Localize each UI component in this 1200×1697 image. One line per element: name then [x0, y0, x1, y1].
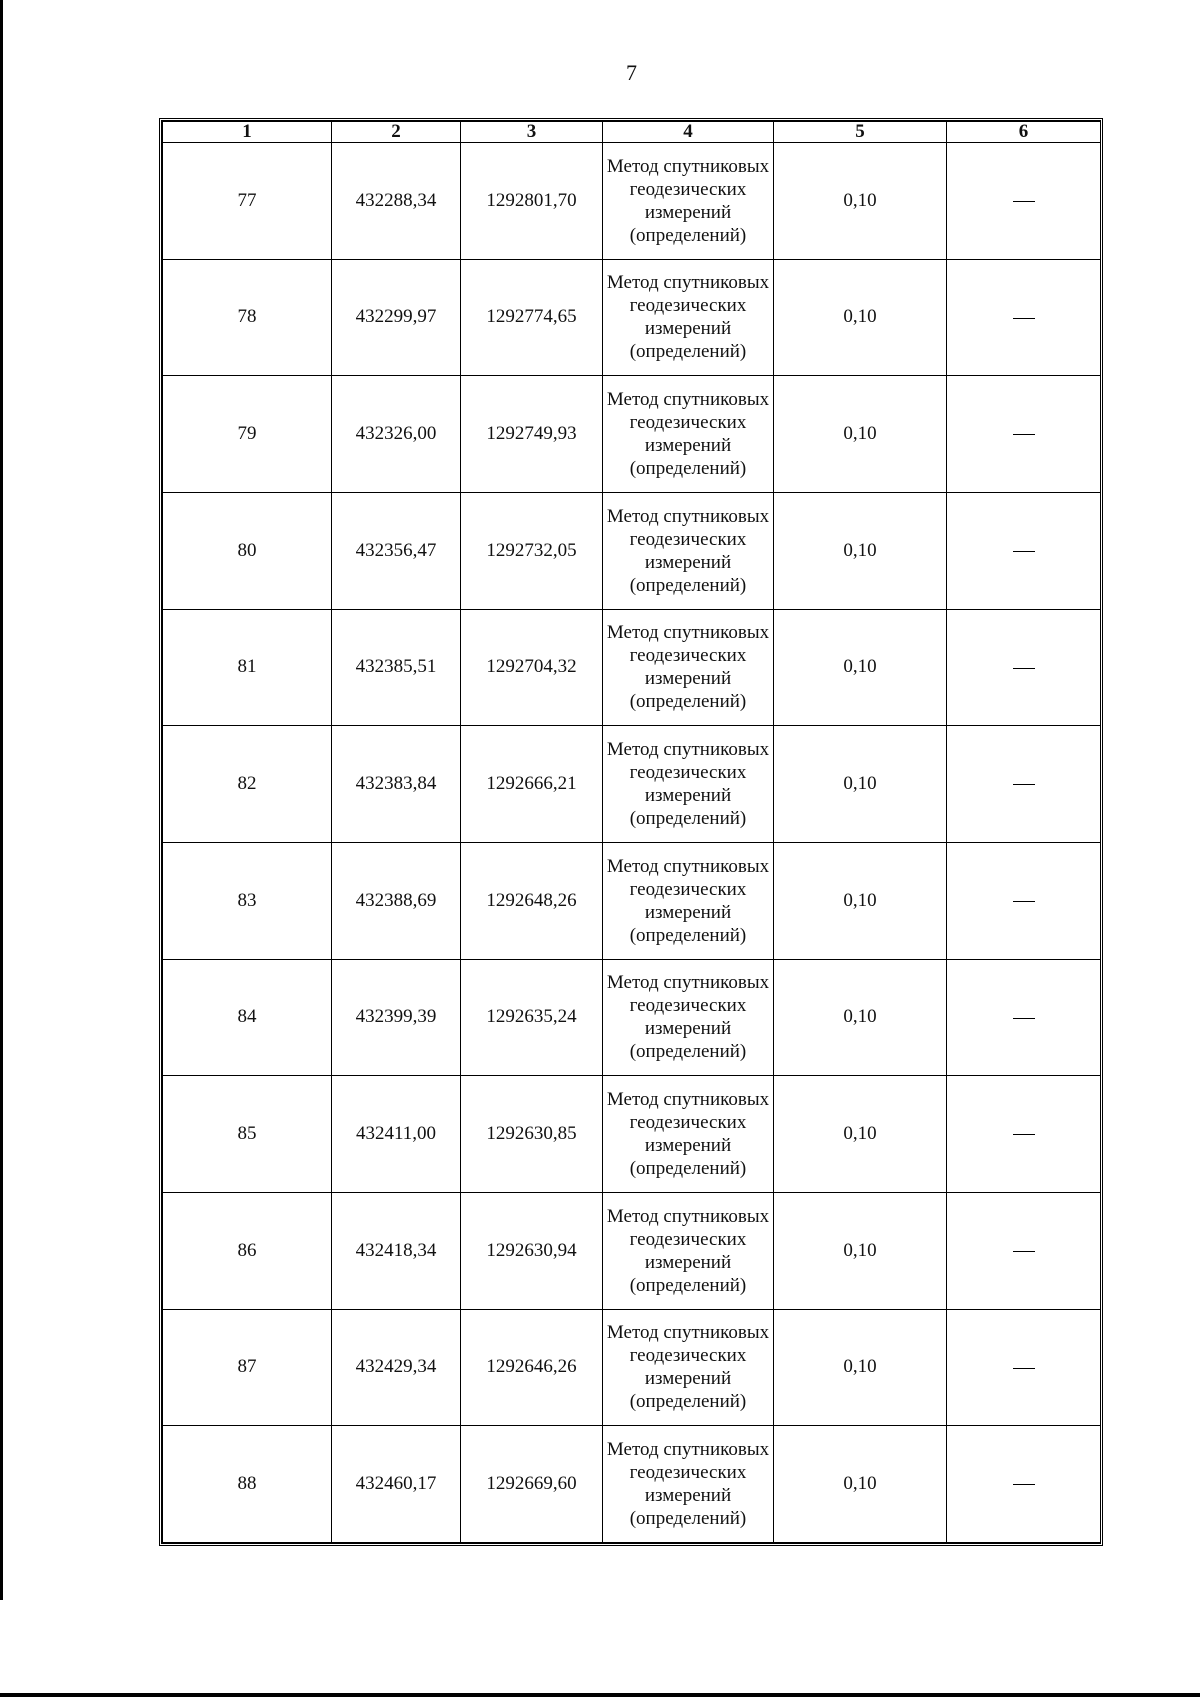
- method-cell: Метод спутниковых геодезических измерений (определений): [603, 609, 774, 726]
- note-cell: [947, 1076, 1101, 1193]
- point-number-cell: 79: [163, 376, 332, 493]
- accuracy-cell: 0,10: [774, 143, 947, 260]
- method-cell: Метод спутниковых геодезических измерений (определений): [603, 842, 774, 959]
- coordinates-table: [162, 121, 1101, 1543]
- y-coordinate-cell: 1292732,05: [461, 492, 603, 609]
- y-coordinate-cell: 1292630,85: [461, 1076, 603, 1193]
- x-coordinate-cell: 432399,39: [332, 959, 461, 1076]
- note-text: [1035, 1123, 1036, 1124]
- point-number-cell: 78: [163, 259, 332, 376]
- point-number-cell: 77: [163, 143, 332, 260]
- y-coordinate-cell: 1292635,24: [461, 959, 603, 1076]
- dash-mark: [1013, 434, 1035, 435]
- table-row: [163, 959, 1101, 1076]
- method-cell: Метод спутниковых геодезических измерений (определений): [603, 259, 774, 376]
- method-cell: Метод спутниковых геодезических измерений (определений): [603, 376, 774, 493]
- table-row: [163, 376, 1101, 493]
- x-coordinate-cell: 432411,00: [332, 1076, 461, 1193]
- table-row: [163, 1309, 1101, 1426]
- point-number-cell: 81: [163, 609, 332, 726]
- note-text: [1035, 773, 1036, 774]
- method-cell: Метод спутниковых геодезических измерений (определений): [603, 1076, 774, 1193]
- accuracy-cell: 0,10: [774, 959, 947, 1076]
- note-cell: [947, 609, 1101, 726]
- method-cell: Метод спутниковых геодезических измерений (определений): [603, 726, 774, 843]
- note-text: [1035, 540, 1036, 541]
- point-number-cell: 88: [163, 1426, 332, 1543]
- note-cell: [947, 959, 1101, 1076]
- x-coordinate-cell: 432388,69: [332, 842, 461, 959]
- accuracy-cell: 0,10: [774, 1192, 947, 1309]
- note-text: [1035, 1240, 1036, 1241]
- note-cell: [947, 842, 1101, 959]
- point-number-cell: 83: [163, 842, 332, 959]
- note-text: [1035, 1473, 1036, 1474]
- method-cell: Метод спутниковых геодезических измерений (определений): [603, 492, 774, 609]
- dash-mark: [1013, 668, 1035, 669]
- accuracy-cell: 0,10: [774, 1076, 947, 1193]
- note-text: [1035, 423, 1036, 424]
- column-header: 1: [163, 122, 332, 143]
- note-text: [1035, 306, 1036, 307]
- accuracy-cell: 0,10: [774, 1309, 947, 1426]
- table-header-row: [163, 122, 1101, 143]
- table-row: [163, 1192, 1101, 1309]
- note-cell: [947, 1309, 1101, 1426]
- note-cell: [947, 1426, 1101, 1543]
- accuracy-cell: 0,10: [774, 492, 947, 609]
- x-coordinate-cell: 432326,00: [332, 376, 461, 493]
- column-header: 4: [603, 122, 774, 143]
- y-coordinate-cell: 1292630,94: [461, 1192, 603, 1309]
- page-number: 7: [626, 60, 637, 85]
- column-header: 3: [461, 122, 603, 143]
- note-cell: [947, 143, 1101, 260]
- scan-edge-left: [0, 0, 3, 1600]
- accuracy-cell: 0,10: [774, 842, 947, 959]
- method-cell: Метод спутниковых геодезических измерений (определений): [603, 143, 774, 260]
- x-coordinate-cell: 432356,47: [332, 492, 461, 609]
- note-cell: [947, 376, 1101, 493]
- point-number-cell: 84: [163, 959, 332, 1076]
- dash-mark: [1013, 201, 1035, 202]
- note-text: [1035, 190, 1036, 191]
- dash-mark: [1013, 551, 1035, 552]
- method-cell: Метод спутниковых геодезических измерений (определений): [603, 1426, 774, 1543]
- dash-mark: [1013, 784, 1035, 785]
- dash-mark: [1013, 1484, 1035, 1485]
- table-row: [163, 842, 1101, 959]
- point-number-cell: 87: [163, 1309, 332, 1426]
- table-body: [163, 143, 1101, 1543]
- note-text: [1035, 890, 1036, 891]
- note-cell: [947, 259, 1101, 376]
- table-row: [163, 609, 1101, 726]
- point-number-cell: 85: [163, 1076, 332, 1193]
- table-row: [163, 259, 1101, 376]
- dash-mark: [1013, 1368, 1035, 1369]
- note-text: [1035, 656, 1036, 657]
- y-coordinate-cell: 1292704,32: [461, 609, 603, 726]
- point-number-cell: 86: [163, 1192, 332, 1309]
- note-cell: [947, 726, 1101, 843]
- accuracy-cell: 0,10: [774, 376, 947, 493]
- x-coordinate-cell: 432429,34: [332, 1309, 461, 1426]
- dash-mark: [1013, 1251, 1035, 1252]
- dash-mark: [1013, 901, 1035, 902]
- x-coordinate-cell: 432288,34: [332, 143, 461, 260]
- x-coordinate-cell: 432383,84: [332, 726, 461, 843]
- note-text: [1035, 1006, 1036, 1007]
- coordinates-table-frame: [159, 118, 1103, 1546]
- y-coordinate-cell: 1292648,26: [461, 842, 603, 959]
- dash-mark: [1013, 1018, 1035, 1019]
- column-header: 5: [774, 122, 947, 143]
- y-coordinate-cell: 1292666,21: [461, 726, 603, 843]
- accuracy-cell: 0,10: [774, 259, 947, 376]
- accuracy-cell: 0,10: [774, 726, 947, 843]
- x-coordinate-cell: 432460,17: [332, 1426, 461, 1543]
- table-row: [163, 143, 1101, 260]
- accuracy-cell: 0,10: [774, 1426, 947, 1543]
- dash-mark: [1013, 318, 1035, 319]
- y-coordinate-cell: 1292774,65: [461, 259, 603, 376]
- point-number-cell: 80: [163, 492, 332, 609]
- x-coordinate-cell: 432385,51: [332, 609, 461, 726]
- table-row: [163, 726, 1101, 843]
- table-row: [163, 1426, 1101, 1543]
- x-coordinate-cell: 432418,34: [332, 1192, 461, 1309]
- note-cell: [947, 492, 1101, 609]
- table-row: [163, 492, 1101, 609]
- method-cell: Метод спутниковых геодезических измерений (определений): [603, 1309, 774, 1426]
- dash-mark: [1013, 1134, 1035, 1135]
- y-coordinate-cell: 1292669,60: [461, 1426, 603, 1543]
- method-cell: Метод спутниковых геодезических измерений (определений): [603, 959, 774, 1076]
- column-header: 6: [947, 122, 1101, 143]
- note-text: [1035, 1356, 1036, 1357]
- point-number-cell: 82: [163, 726, 332, 843]
- column-header: 2: [332, 122, 461, 143]
- method-cell: Метод спутниковых геодезических измерений (определений): [603, 1192, 774, 1309]
- x-coordinate-cell: 432299,97: [332, 259, 461, 376]
- y-coordinate-cell: 1292749,93: [461, 376, 603, 493]
- table-row: [163, 1076, 1101, 1193]
- y-coordinate-cell: 1292646,26: [461, 1309, 603, 1426]
- note-cell: [947, 1192, 1101, 1309]
- scan-edge-bottom: [0, 1693, 1200, 1697]
- accuracy-cell: 0,10: [774, 609, 947, 726]
- y-coordinate-cell: 1292801,70: [461, 143, 603, 260]
